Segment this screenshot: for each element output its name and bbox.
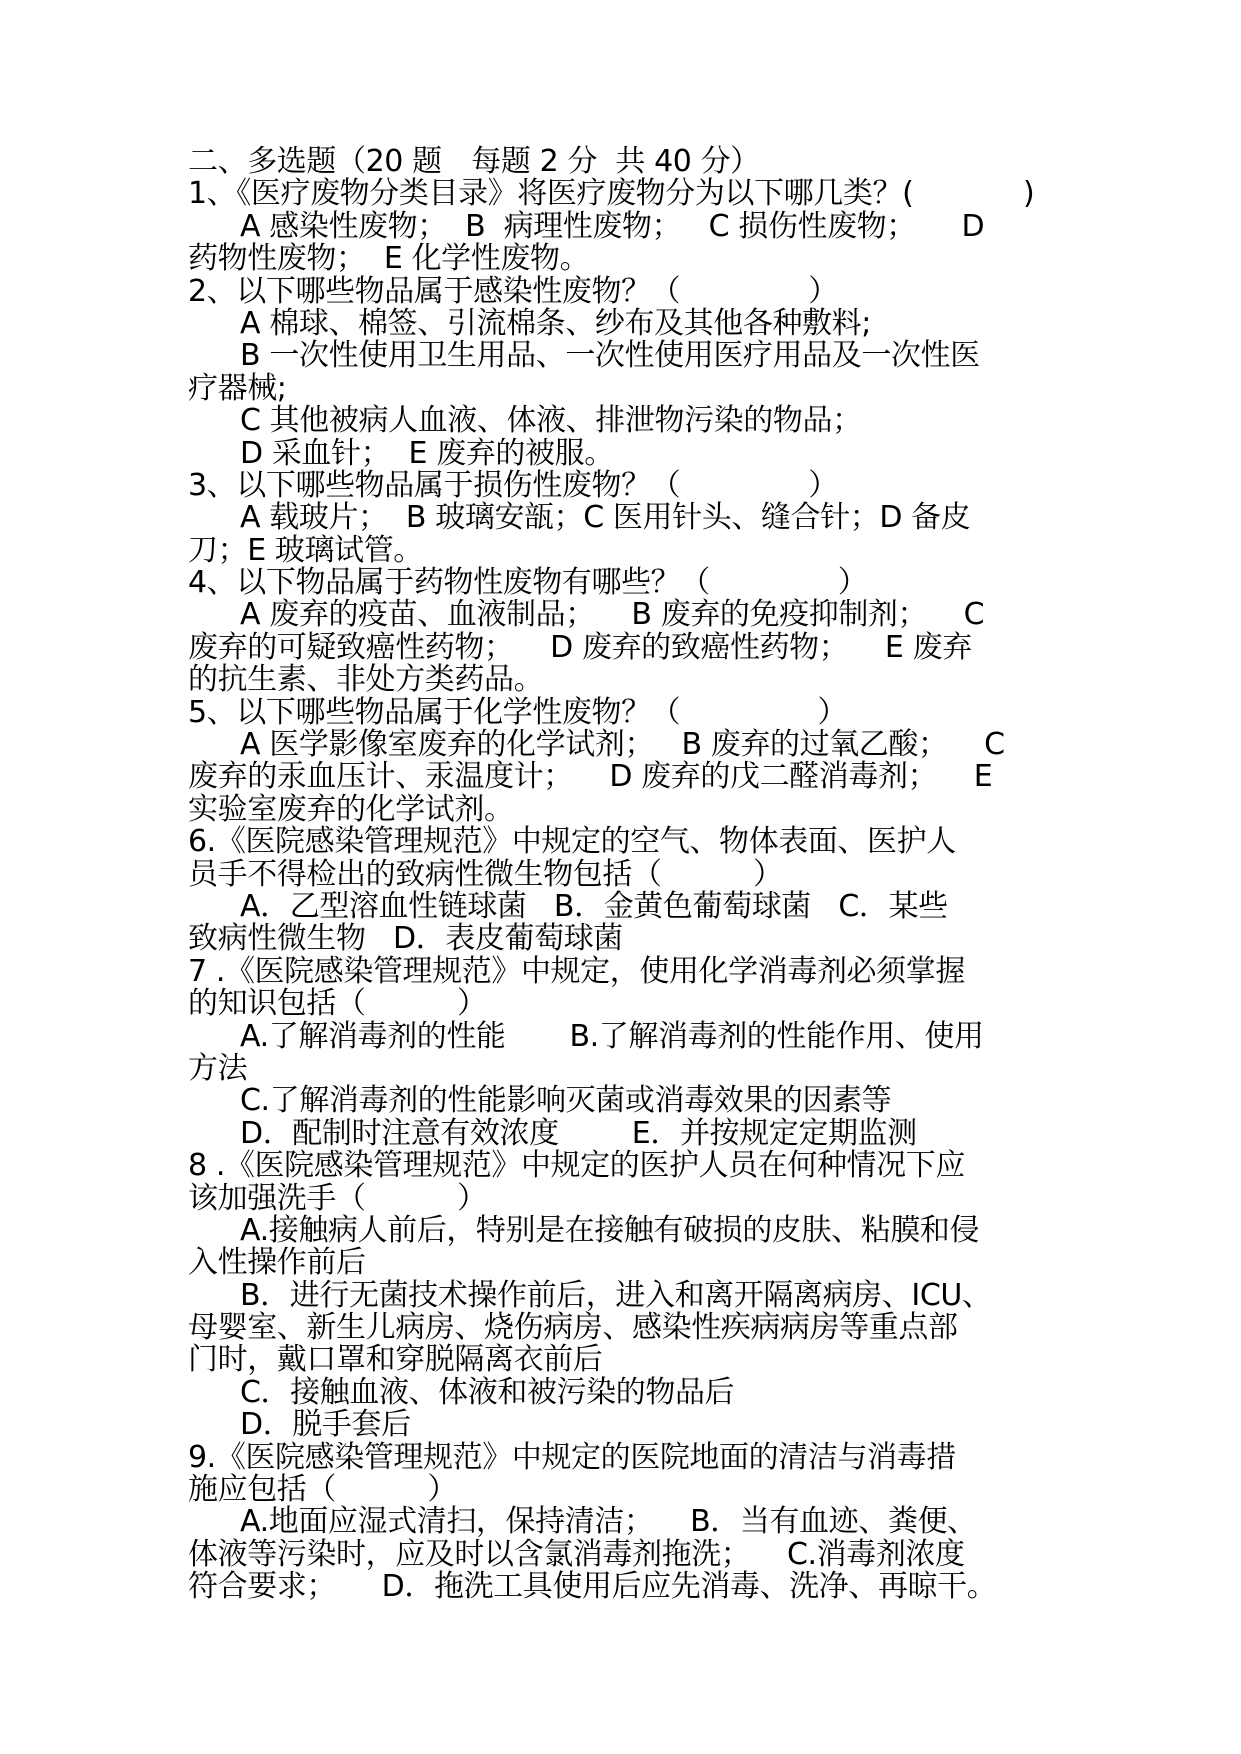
text-line: 入性操作前后 (188, 1245, 366, 1281)
text-line: A 废弃的疫苗、血液制品； B 废弃的免疫抑制剂； C (240, 597, 985, 633)
text-line: 门时，戴口罩和穿脱隔离衣前后 (188, 1342, 603, 1378)
text-line: 1、《医疗废物分类目录》将医疗废物分为以下哪几类？( ) (188, 176, 1035, 212)
text-line: 的知识包括（ ） (188, 986, 487, 1022)
text-line: C.了解消毒剂的性能影响灭菌或消毒效果的因素等 (240, 1083, 892, 1119)
text-line: 致病性微生物 D．表皮葡萄球菌 (188, 921, 623, 957)
text-line: 疗器械; (188, 370, 287, 406)
text-line: 刀；E 玻璃试管。 (188, 532, 423, 568)
text-line: 药物性废物； E 化学性废物。 (188, 241, 590, 277)
text-line: A.了解消毒剂的性能 B.了解消毒剂的性能作用、使用 (240, 1018, 984, 1054)
text-line: 废弃的汞血压计、汞温度计； D 废弃的戊二醛消毒剂； E (188, 759, 993, 795)
text-line: 3、以下哪些物品属于损伤性废物？（ ） (188, 467, 838, 503)
text-line: A．乙型溶血性链球菌 B．金黄色葡萄球菌 C．某些 (240, 888, 948, 924)
text-line: A 载玻片； B 玻璃安瓿；C 医用针头、缝合针；D 备皮 (240, 500, 971, 536)
question-list (188, 178, 1118, 1603)
text-line: 员手不得检出的致病性微生物包括（ ） (188, 856, 783, 892)
text-line: A.接触病人前后，特别是在接触有破损的皮肤、粘膜和侵 (240, 1212, 980, 1248)
text-line: D 采血针； E 废弃的被服。 (240, 435, 614, 471)
text-line: C．接触血液、体液和被污染的物品后 (240, 1374, 735, 1410)
text-line: 实验室废弃的化学试剂。 (188, 791, 514, 827)
text-line: 9.《医院感染管理规范》中规定的医院地面的清洁与消毒措 (188, 1439, 956, 1475)
text-line: 2、以下哪些物品属于感染性废物？（ ） (188, 273, 838, 309)
text-line: 施应包括（ ） (188, 1472, 457, 1508)
text-line: 8 .《医院感染管理规范》中规定的医护人员在何种情况下应 (188, 1148, 965, 1184)
text-line: 废弃的可疑致癌性药物； D 废弃的致癌性药物； E 废弃 (188, 629, 972, 665)
text-line: D．配制时注意有效浓度 E．并按规定定期监测 (240, 1115, 917, 1151)
text-line: 5、以下哪些物品属于化学性废物？（ ） (188, 694, 847, 730)
text-line: B．进行无菌技术操作前后，进入和离开隔离病房、ICU、 (240, 1277, 992, 1313)
section-title: 二、多选题（20 题 每题 2 分 共 40 分） (188, 144, 760, 179)
text-line: A 医学影像室废弃的化学试剂； B 废弃的过氧乙酸； C (240, 727, 1005, 763)
text-line: 方法 (188, 1050, 248, 1086)
text-line: 4、以下物品属于药物性废物有哪些？（ ） (188, 565, 868, 601)
text-line: 7 .《医院感染管理规范》中规定，使用化学消毒剂必须掌握 (188, 953, 965, 989)
text-line: A.地面应湿式清扫，保持清洁； B．当有血迹、粪便、 (240, 1504, 977, 1540)
text-line: 母婴室、新生儿病房、烧伤病房、感染性疾病病房等重点部 (188, 1310, 958, 1346)
text-line: 体液等污染时，应及时以含氯消毒剂拖洗； C.消毒剂浓度 (188, 1536, 965, 1572)
text-line: 符合要求； D．拖洗工具使用后应先消毒、洗净、再晾干。 (188, 1569, 997, 1605)
text-line: A 感染性废物； B 病理性废物； C 损伤性废物； D (240, 208, 985, 244)
text-line: C 其他被病人血液、体液、排泄物污染的物品； (240, 403, 862, 439)
document-page (188, 146, 1118, 1604)
text-line: A 棉球、棉签、引流棉条、纱布及其他各种敷料; (240, 305, 871, 341)
text-line: 6.《医院感染管理规范》中规定的空气、物体表面、医护人 (188, 824, 956, 860)
text-line: B 一次性使用卫生用品、一次性使用医疗用品及一次性医 (240, 338, 980, 374)
text-line: 该加强洗手（ ） (188, 1180, 487, 1216)
text-line: 的抗生素、非处方类药品。 (188, 662, 544, 698)
text-line: D．脱手套后 (240, 1407, 411, 1443)
